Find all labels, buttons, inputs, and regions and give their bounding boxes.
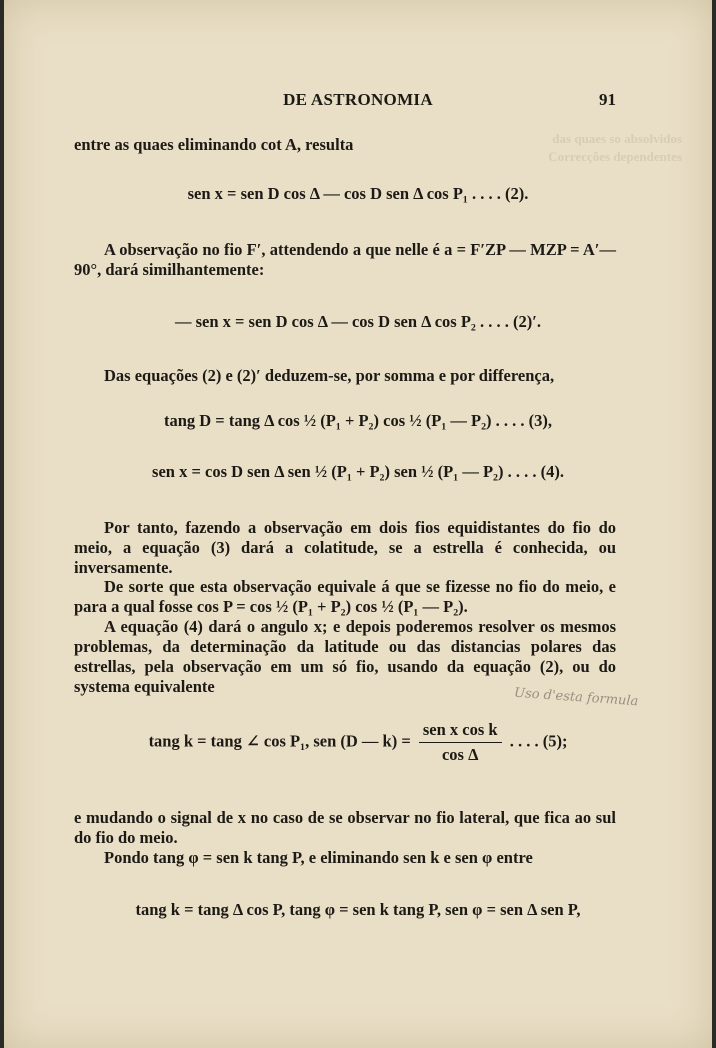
paragraph-observation: A observação no fio F′, attendendo a que nelle é a = F′ZP — MZP = A′— 90°, dará similhantemente: (74, 240, 616, 279)
page-number: 91 (599, 90, 616, 109)
equation-3: tang D = tang Δ cos ½ (P₁ + P₂) cos ½ (P₁ — P₂) . . . . (3), (163, 411, 553, 430)
paragraph-intro: entre as quaes eliminando cot A, resulta (74, 135, 354, 154)
running-header: DE ASTRONOMIA (283, 90, 433, 109)
equation-2-prime: — sen x = sen D cos Δ — cos D sen Δ cos P₂ . . . . (2)′. (174, 312, 541, 331)
show-through-text: das quaes so absolvidos Correcções dependentes (548, 131, 682, 164)
equation-5-fraction (419, 720, 502, 765)
equation-5-left: tang k = tang ∠ cos P₁, sen (D — k) = (148, 731, 411, 751)
paragraph-de-sorte: De sorte que esta observação equivale á que se fizesse no fio do meio, e para a qual fosse cos P = cos ½ (P₁ + P₂) cos ½ (P₁ — P₂). (74, 577, 616, 616)
paragraph-signal: e mudando o signal de x no caso de se observar no fio lateral, que fica ao sul do fio do meio. (74, 808, 616, 847)
book-page (4, 0, 712, 1048)
paragraph-equacao-4: A equação (4) dará o angulo x; e depois poderemos resolver os mesmos problemas, da determinação da latitude ou das distancias polares das estrellas, pela observação em um só fio, usando da equação (2), ou do systema equivalente (74, 617, 616, 696)
fraction-denominator: cos Δ (441, 745, 479, 764)
equation-5-right: . . . . (5); (509, 731, 568, 751)
equation-5 (4, 720, 712, 765)
paragraph-deduce: Das equações (2) e (2)′ deduzem-se, por somma e por differença, (104, 366, 555, 385)
fraction-numerator: sen x cos k (419, 720, 502, 743)
paragraph-portanto: Por tanto, fazendo a observação em dois fios equidistantes do fio do meio, a equação (3) dará a colatitude, se a estrella é conhecida, ou inversamente. (74, 518, 616, 577)
equation-final: tang k = tang Δ cos P, tang φ = sen k tang P, sen φ = sen Δ sen P, (135, 900, 581, 919)
paragraph-pondo: Pondo tang φ = sen k tang P, e eliminando sen k e sen φ entre (104, 848, 533, 867)
equation-4: sen x = cos D sen Δ sen ½ (P₁ + P₂) sen ½ (P₁ — P₂) . . . . (4). (152, 462, 564, 481)
equation-2: sen x = sen D cos Δ — cos D sen Δ cos P₁ . . . . (2). (187, 184, 529, 203)
pencil-annotation: Uso d'esta formula (513, 685, 639, 710)
